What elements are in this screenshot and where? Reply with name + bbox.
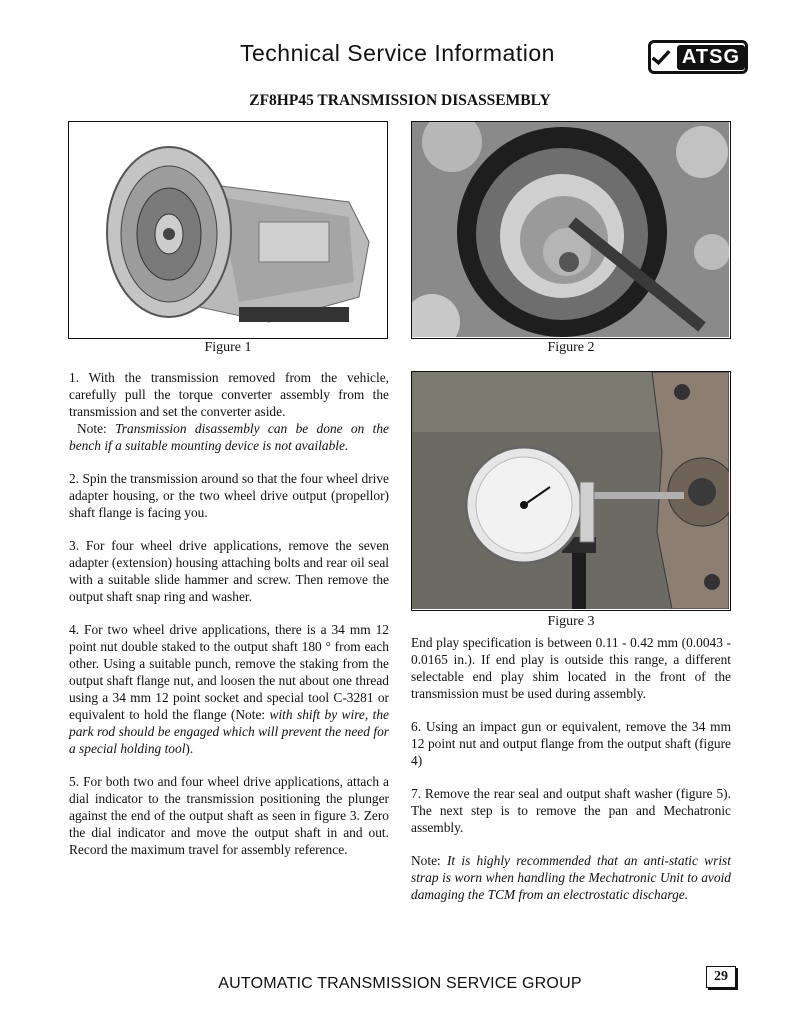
step-4-main: 4. For two wheel drive applications, there is a 34 mm 12 point nut double staked to the output shaft 180 ° from each other. Using a suitable punch, remove the staking from the output shaft flange nut, and loosen the nut about one thread using a 34 mm 12 point socket and special tool C-3281 or equivalent to hold the flange (Note: <box>69 622 389 722</box>
step-2-text: 2. Spin the transmission around so that the four wheel drive adapter housing, or the two wheel drive output (propellor) shaft flange is facing you. <box>69 471 389 520</box>
checkmark-icon <box>651 47 671 67</box>
left-column-text <box>69 369 389 874</box>
note-2 <box>411 852 731 903</box>
step-1-text: 1. With the transmission removed from the vehicle, carefully pull the torque converter assembly from the transmission and set the converter aside. <box>69 370 389 419</box>
document-title: ZF8HP45 TRANSMISSION DISASSEMBLY <box>249 92 551 109</box>
note-1-text: Transmission disassembly can be done on the bench if a suitable mounting device is not available. <box>69 421 389 453</box>
step-4-end: ). <box>185 741 194 756</box>
page-footer: AUTOMATIC TRANSMISSION SERVICE GROUP <box>218 975 582 992</box>
figure-3-caption: Figure 3 <box>547 614 595 629</box>
figure-3-image <box>411 371 731 611</box>
figure-1-image <box>68 121 388 339</box>
step-4-italic-note: with shift by wire, the park rod should be engaged which will prevent the need for a special holding tool <box>69 707 389 756</box>
right-column-text <box>411 634 731 919</box>
logo-text: ATSG <box>677 45 745 70</box>
figure-2-image <box>411 121 731 339</box>
note-2-text: It is highly recommended that an anti-static wrist strap is worn when handling the Mechatronic Unit to avoid damaging the TCM from an electrostatic discharge. <box>411 853 731 902</box>
step-5-text: 5. For both two and four wheel drive applications, attach a dial indicator to the transmission positioning the plunger against the end of the output shaft as seen in figure 3. Zero the dial indicator and move the output shaft in and out. Record the maximum travel for assembly reference. <box>69 774 389 857</box>
atsg-logo <box>648 40 748 74</box>
page-number: 29 <box>706 966 736 988</box>
step-4-text <box>69 621 389 757</box>
page-header-title: Technical Service Information <box>240 40 555 66</box>
step-7-text: 7. Remove the rear seal and output shaft washer (figure 5). The next step is to remove the pan and Mechatronic assembly. <box>411 786 731 835</box>
note-2-label: Note: <box>411 853 447 868</box>
step-3-text: 3. For four wheel drive applications, remove the seven adapter (extension) housing attaching bolts and rear oil seal with a suitable slide hammer and screw. Then remove the output shaft snap ring and washer. <box>69 538 389 604</box>
figure-1-caption: Figure 1 <box>204 340 252 355</box>
note-1-label: Note: <box>77 421 116 436</box>
endplay-spec-text: End play specification is between 0.11 - 0.42 mm (0.0043 - 0.0165 in.). If end play is outside this range, a different selectable end play shim located in the front of the transmission must be used during assembly. <box>411 635 731 701</box>
figure-2-caption: Figure 2 <box>547 340 595 355</box>
step-6-text: 6. Using an impact gun or equivalent, remove the 34 mm 12 point nut and output flange from the output shaft (figure 4) <box>411 719 731 768</box>
note-1 <box>69 420 389 454</box>
